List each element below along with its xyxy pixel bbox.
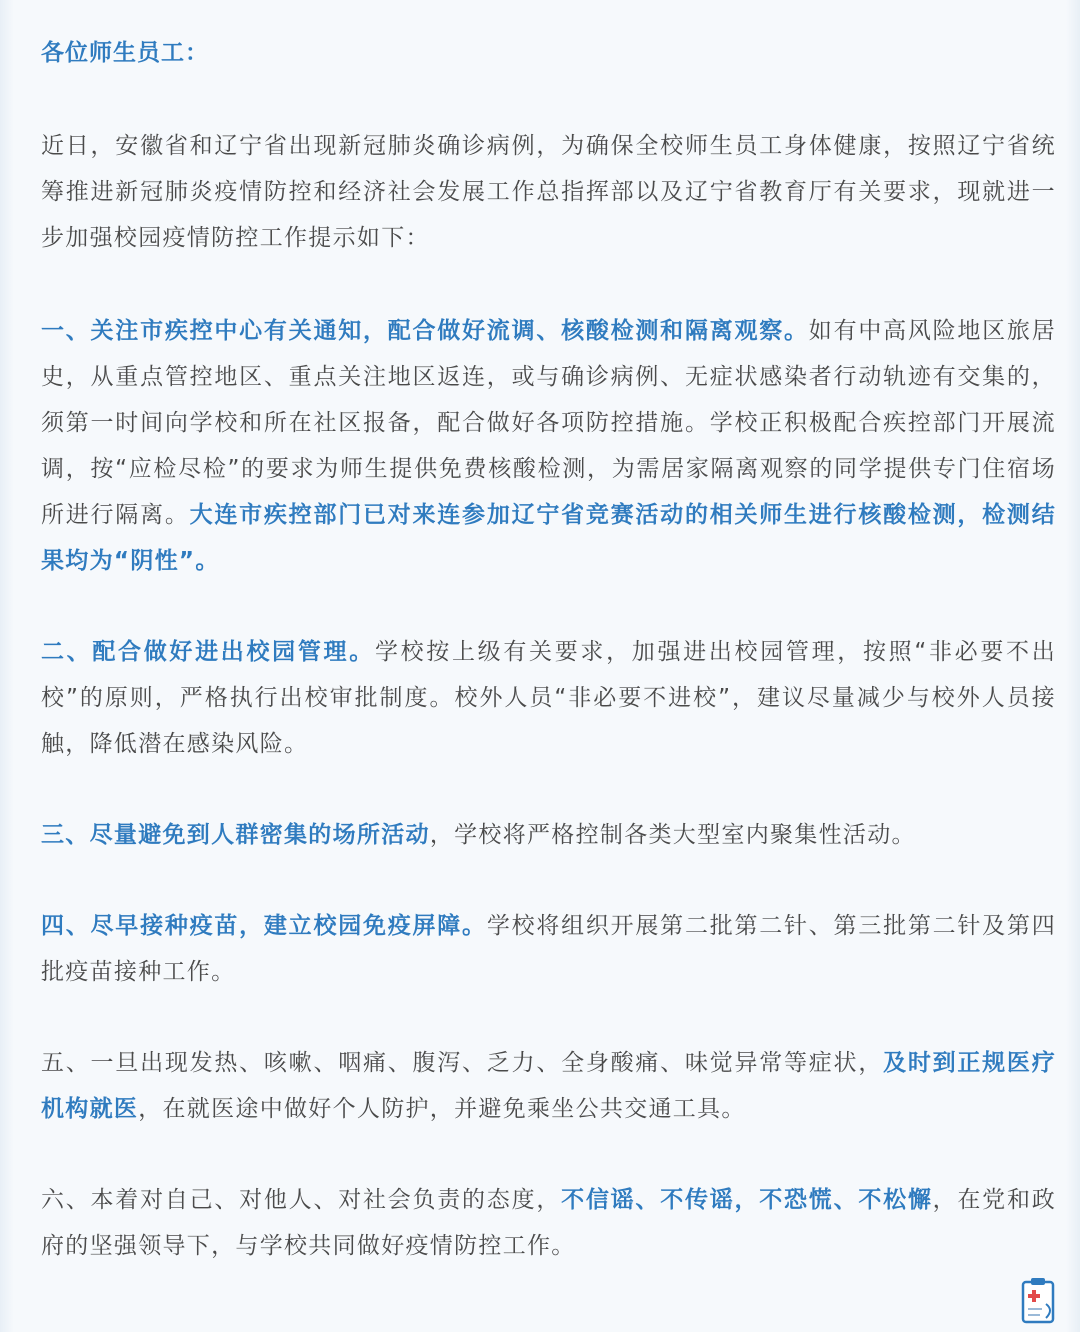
section-2 [41, 629, 1056, 767]
medical-clipboard-icon [1020, 1276, 1058, 1326]
section-1 [41, 308, 1056, 584]
section-5-highlight: 及时到正规医疗机构就医 [41, 1050, 1056, 1122]
section-2-heading: 二、配合做好进出校园管理。 [41, 639, 375, 665]
intro-paragraph: 近日，安徽省和辽宁省出现新冠肺炎确诊病例，为确保全校师生员工身体健康，按照辽宁省统筹推进新冠肺炎疫情防控和经济社会发展工作总指挥部以及辽宁省教育厅有关要求，现就进一步加强校园疫情防控工作提示如下： [41, 133, 1056, 251]
section-3-heading: 三、尽量避免到人群密集的场所活动 [41, 822, 430, 848]
section-6 [41, 1177, 1056, 1269]
section-6-rest: ，在党和政府的坚强领导下，与学校共同做好疫情防控工作。 [41, 1187, 1057, 1259]
section-6-lead: 六、本着对自己、对他人、对社会负责的态度， [41, 1187, 562, 1213]
section-4 [41, 903, 1056, 995]
section-3 [41, 812, 1056, 858]
section-5-rest: ，在就医途中做好个人防护，并避免乘坐公共交通工具。 [138, 1096, 746, 1122]
section-1-body: 如有中高风险地区旅居史，从重点管控地区、重点关注地区返连，或与确诊病例、无症状感染者行动轨迹有交集的，须第一时间向学校和所在社区报备，配合做好各项防控措施。学校正积极配合疾控部门开展流调，按“应检尽检”的要求为师生提供免费核酸检测，为需居家隔离观察的同学提供专门住宿场所进行隔离。 [41, 318, 1057, 528]
section-5 [41, 1040, 1056, 1132]
section-3-body: ，学校将严格控制各类大型室内聚集性活动。 [429, 822, 916, 848]
section-2-body: 学校按上级有关要求，加强进出校园管理，按照“非必要不出校”的原则，严格执行出校审批制度。校外人员“非必要不进校”，建议尽量减少与校外人员接触，降低潜在感染风险。 [41, 639, 1057, 757]
section-6-highlight: 不信谣、不传谣，不恐慌、不松懈 [561, 1187, 933, 1213]
section-4-body: 学校将组织开展第二批第二针、第三批第二针及第四批疫苗接种工作。 [41, 913, 1056, 985]
section-5-lead: 五、一旦出现发热、咳嗽、咽痛、腹泻、乏力、全身酸痛、味觉异常等症状， [41, 1050, 884, 1076]
greeting: 各位师生员工： [41, 40, 209, 66]
section-1-result: 大连市疾控部门已对来连参加辽宁省竞赛活动的相关师生进行核酸检测，检测结果均为“阴性”。 [41, 502, 1056, 574]
section-4-heading: 四、尽早接种疫苗，建立校园免疫屏障。 [41, 913, 487, 939]
section-1-heading: 一、关注市疾控中心有关通知，配合做好流调、核酸检测和隔离观察。 [41, 318, 809, 344]
